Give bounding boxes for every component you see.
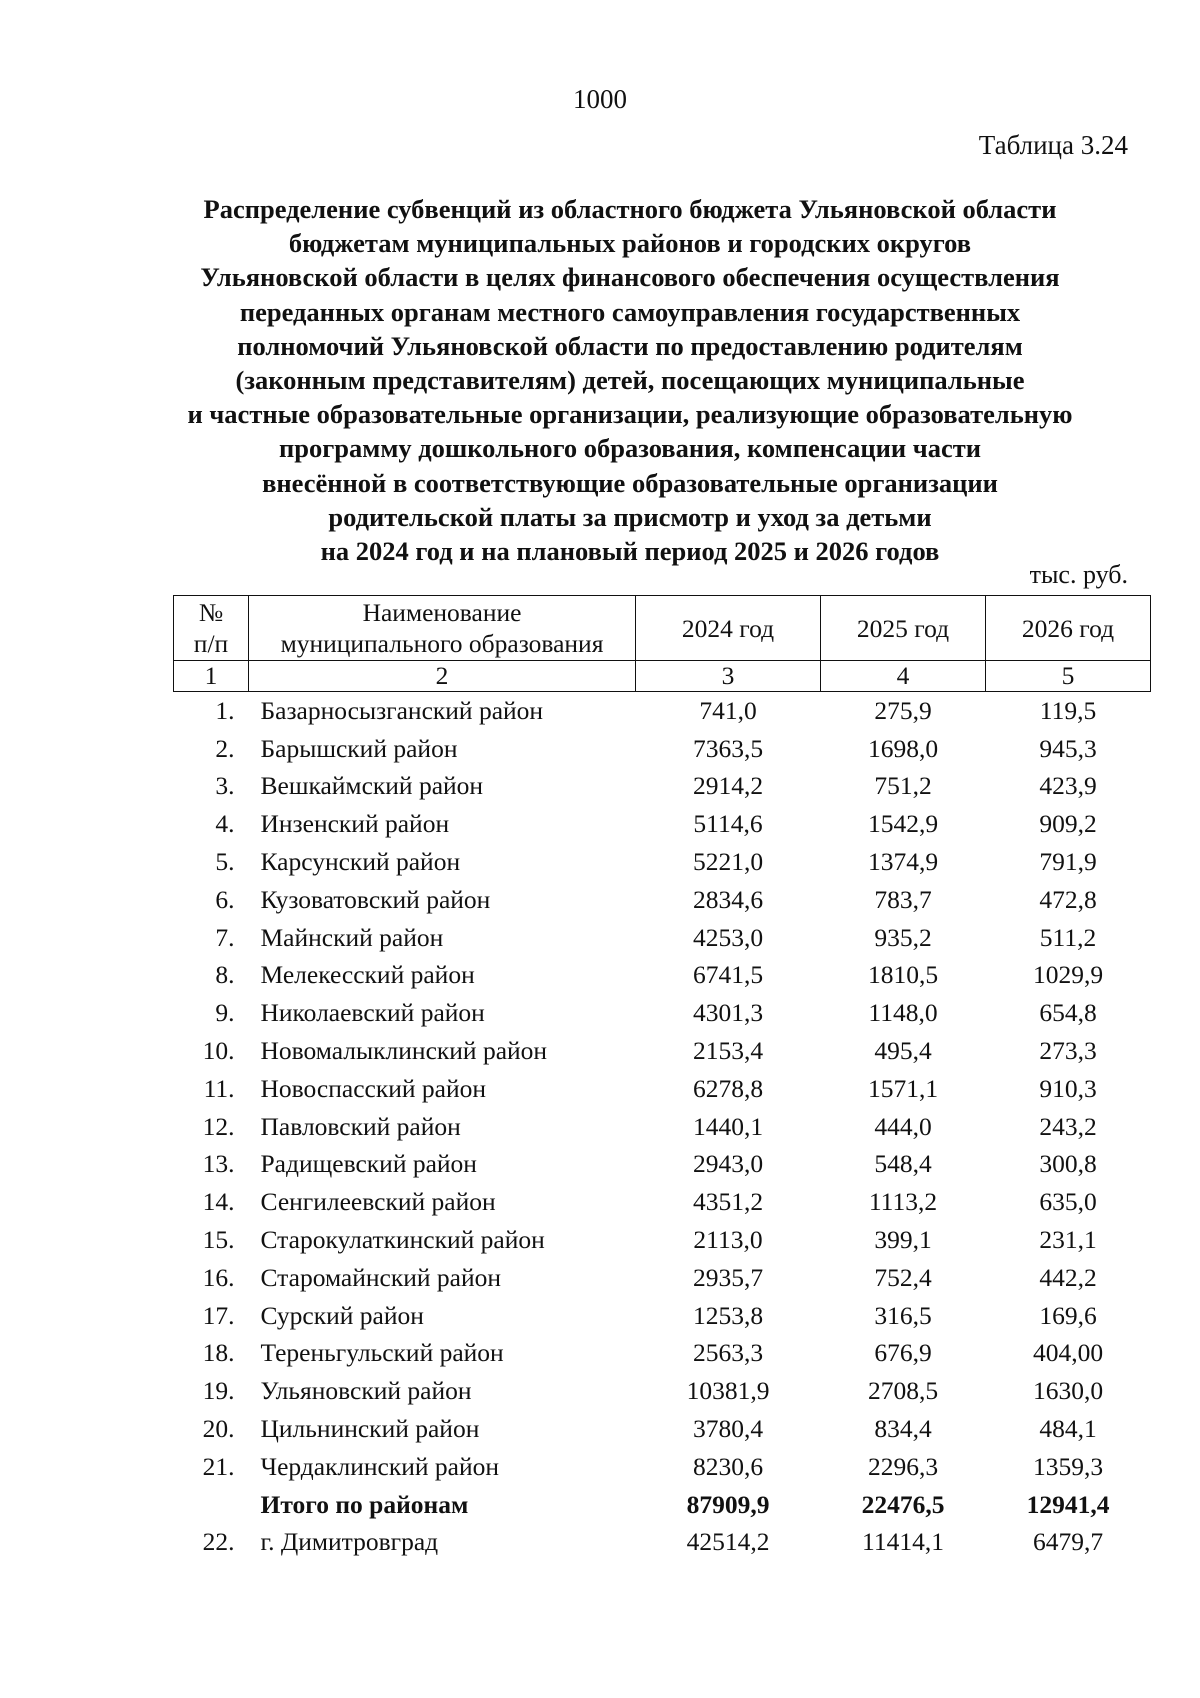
column-number: 3: [636, 661, 821, 692]
title-line: Ульяновской области в целях финансового обеспечения осуществления: [200, 262, 1060, 293]
municipality-name: Сенгилеевский район: [260, 1187, 496, 1217]
municipality-name: Итого по районам: [260, 1489, 469, 1519]
row-number: 7.: [215, 922, 235, 952]
municipality-name: Барышский район: [260, 733, 458, 763]
header-name: [249, 596, 636, 661]
value-2026: 300,8: [1039, 1149, 1097, 1179]
title-line: полномочий Ульяновской области по предоставлению родителям: [237, 330, 1023, 361]
value-2024: 5221,0: [692, 847, 764, 877]
header-2024: 2024 год: [636, 596, 821, 661]
municipality-name: Кузоватовский район: [260, 884, 491, 914]
value-2025: 676,9: [874, 1338, 932, 1368]
value-2026: 654,8: [1039, 998, 1097, 1028]
title-line: (законным представителям) детей, посещающих муниципальные: [235, 365, 1025, 396]
row-number: 10.: [202, 1036, 235, 1066]
value-2024: 741,0: [699, 695, 757, 725]
value-2025: 752,4: [874, 1262, 932, 1292]
table-row: [174, 994, 1151, 1032]
value-2024: 6278,8: [692, 1073, 764, 1103]
value-2026: 404,00: [1032, 1338, 1104, 1368]
value-2024: 8230,6: [692, 1451, 764, 1481]
value-2026: 273,3: [1039, 1036, 1097, 1066]
value-2026: 472,8: [1039, 884, 1097, 914]
row-number: 17.: [202, 1300, 235, 1330]
header-number: [174, 596, 249, 661]
table-row: [174, 692, 1151, 730]
value-2025: 1374,9: [867, 847, 939, 877]
row-number: 15.: [202, 1225, 235, 1255]
title-line: программу дошкольного образования, компенсации части: [278, 433, 982, 464]
value-2025: 22476,5: [861, 1489, 945, 1519]
row-number: 11.: [203, 1073, 235, 1103]
header-number-line1: №: [198, 598, 224, 627]
value-2026: 442,2: [1039, 1262, 1097, 1292]
table-row: [174, 1410, 1151, 1448]
municipality-name: Майнский район: [260, 922, 444, 952]
column-number: 1: [174, 661, 249, 692]
municipality-name: Чердаклинский район: [260, 1451, 499, 1481]
municipality-name: г. Димитровград: [260, 1527, 439, 1557]
value-2025: 495,4: [874, 1036, 932, 1066]
row-number: 12.: [202, 1111, 235, 1141]
row-number: 21.: [202, 1451, 235, 1481]
value-2024: 1253,8: [692, 1300, 764, 1330]
municipality-name: Старомайнский район: [260, 1262, 502, 1292]
value-2025: 834,4: [874, 1414, 932, 1444]
table-row: [174, 1372, 1151, 1410]
value-2024: 2935,7: [692, 1262, 764, 1292]
header-2026: 2026 год: [986, 596, 1151, 661]
value-2026: 423,9: [1039, 771, 1097, 801]
value-2026: 484,1: [1039, 1414, 1097, 1444]
row-number: 8.: [215, 960, 235, 990]
value-2024: 87909,9: [686, 1489, 770, 1519]
value-2025: 2708,5: [867, 1376, 939, 1406]
value-2026: 945,3: [1039, 733, 1097, 763]
value-2025: 1113,2: [868, 1187, 938, 1217]
value-2025: 548,4: [874, 1149, 932, 1179]
row-number: 5.: [215, 847, 235, 877]
value-2026: 791,9: [1039, 847, 1097, 877]
municipality-name: Радищевский район: [260, 1149, 477, 1179]
table-row: [174, 843, 1151, 881]
row-number: 22.: [202, 1527, 235, 1557]
value-2026: 511,2: [1039, 922, 1097, 952]
value-2026: 243,2: [1039, 1111, 1097, 1141]
title-line: бюджетам муниципальных районов и городских округов: [288, 228, 972, 259]
value-2024: 3780,4: [692, 1414, 764, 1444]
value-2026: 6479,7: [1032, 1527, 1104, 1557]
units-label: тыс. руб.: [1029, 560, 1128, 589]
value-2024: 4253,0: [692, 922, 764, 952]
value-2024: 2153,4: [692, 1036, 764, 1066]
value-2025: 1810,5: [867, 960, 939, 990]
row-number: 20.: [202, 1414, 235, 1444]
title-line: и частные образовательные организации, реализующие образовательную: [187, 399, 1073, 430]
value-2026: 169,6: [1039, 1300, 1097, 1330]
value-2026: 910,3: [1039, 1073, 1097, 1103]
table-body: [174, 692, 1151, 1562]
municipality-name: Старокулаткинский район: [260, 1225, 545, 1255]
table-row: [174, 1524, 1151, 1562]
value-2025: 1542,9: [867, 809, 939, 839]
title-line: переданных органам местного самоуправления государственных: [239, 296, 1021, 327]
value-2025: 1148,0: [868, 998, 938, 1028]
value-2025: 935,2: [874, 922, 932, 952]
municipality-name: Инзенский район: [260, 809, 450, 839]
value-2025: 275,9: [874, 695, 932, 725]
row-number: 3.: [215, 771, 235, 801]
row-number: 9.: [215, 998, 235, 1028]
table-row: [174, 881, 1151, 919]
value-2024: 2914,2: [692, 771, 764, 801]
value-2025: 11414,1: [862, 1527, 944, 1557]
table-row: [174, 957, 1151, 995]
table-row: [174, 768, 1151, 806]
column-number: 4: [821, 661, 986, 692]
value-2024: 2113,0: [693, 1225, 763, 1255]
value-2024: 7363,5: [692, 733, 764, 763]
table-row: [174, 1146, 1151, 1184]
title-line: Распределение субвенций из областного бюджета Ульяновской области: [203, 194, 1057, 224]
table-row: [174, 1070, 1151, 1108]
title-line: внесённой в соответствующие образовательные организации: [262, 467, 998, 498]
value-2025: 444,0: [874, 1111, 932, 1141]
row-number: 19.: [202, 1376, 235, 1406]
value-2026: 1029,9: [1032, 960, 1104, 990]
title-line: на 2024 год и на плановый период 2025 и 2026 годов: [320, 536, 940, 567]
table-label: Таблица 3.24: [978, 130, 1128, 160]
value-2024: 1440,1: [692, 1111, 764, 1141]
header-name-line2: муниципального образования: [280, 629, 604, 658]
municipality-name: Новомалыклинский район: [260, 1036, 548, 1066]
municipality-name: Карсунский район: [260, 847, 461, 877]
column-number: 5: [986, 661, 1151, 692]
value-2025: 316,5: [874, 1300, 932, 1330]
row-number: [174, 1486, 249, 1524]
value-2025: 2296,3: [867, 1451, 939, 1481]
value-2024: 6741,5: [692, 960, 764, 990]
value-2026: 1359,3: [1032, 1451, 1104, 1481]
row-number: 2.: [215, 733, 235, 763]
header-2025: 2025 год: [821, 596, 986, 661]
table-total-row: [174, 1486, 1151, 1524]
column-number-row: [174, 661, 1151, 692]
table-row: [174, 1108, 1151, 1146]
value-2024: 4351,2: [692, 1187, 764, 1217]
row-number: 13.: [202, 1149, 235, 1179]
municipality-name: Сурский район: [260, 1300, 424, 1330]
municipality-name: Ульяновский район: [260, 1376, 472, 1406]
page-number: 1000: [573, 84, 627, 114]
municipality-name: Мелекесский район: [260, 960, 475, 990]
table-row: [174, 1335, 1151, 1373]
value-2024: 2563,3: [692, 1338, 764, 1368]
value-2024: 5114,6: [693, 809, 763, 839]
table-row: [174, 1448, 1151, 1486]
value-2025: 1571,1: [867, 1073, 939, 1103]
row-number: 1.: [215, 695, 235, 725]
value-2024: 2943,0: [692, 1149, 764, 1179]
value-2025: 399,1: [874, 1225, 932, 1255]
municipality-name: Николаевский район: [260, 998, 485, 1028]
column-number: 2: [249, 661, 636, 692]
table-row: [174, 805, 1151, 843]
header-name-line1: Наименование: [362, 598, 522, 627]
value-2024: 42514,2: [686, 1527, 770, 1557]
value-2025: 1698,0: [867, 733, 939, 763]
row-number: 4.: [215, 809, 235, 839]
table-row: [174, 1032, 1151, 1070]
subsidy-table: [173, 595, 1151, 1561]
value-2026: 231,1: [1039, 1225, 1097, 1255]
row-number: 18.: [202, 1338, 235, 1368]
table-row: [174, 1183, 1151, 1221]
value-2026: 1630,0: [1032, 1376, 1104, 1406]
value-2024: 4301,3: [692, 998, 764, 1028]
value-2026: 635,0: [1039, 1187, 1097, 1217]
table-row: [174, 919, 1151, 957]
municipality-name: Цильнинский район: [260, 1414, 480, 1444]
title-line: родительской платы за присмотр и уход за детьми: [328, 501, 932, 532]
value-2026: 12941,4: [1026, 1489, 1110, 1519]
value-2024: 2834,6: [692, 884, 764, 914]
table-row: [174, 1259, 1151, 1297]
value-2025: 751,2: [874, 771, 932, 801]
municipality-name: Новоспасский район: [260, 1073, 487, 1103]
row-number: 14.: [202, 1187, 235, 1217]
value-2025: 783,7: [874, 884, 932, 914]
value-2024: 10381,9: [686, 1376, 770, 1406]
municipality-name: Павловский район: [260, 1111, 461, 1141]
table-row: [174, 1297, 1151, 1335]
table-row: [174, 1221, 1151, 1259]
header-number-line2: п/п: [193, 629, 229, 658]
municipality-name: Тереньгульский район: [260, 1338, 504, 1368]
table-row: [174, 730, 1151, 768]
value-2026: 909,2: [1039, 809, 1097, 839]
row-number: 6.: [215, 884, 235, 914]
row-number: 16.: [202, 1262, 235, 1292]
municipality-name: Базарносызганский район: [260, 695, 544, 725]
value-2026: 119,5: [1039, 695, 1097, 725]
document-title: [140, 192, 1120, 568]
municipality-name: Вешкаймский район: [260, 771, 484, 801]
table-header-row: [174, 596, 1151, 661]
